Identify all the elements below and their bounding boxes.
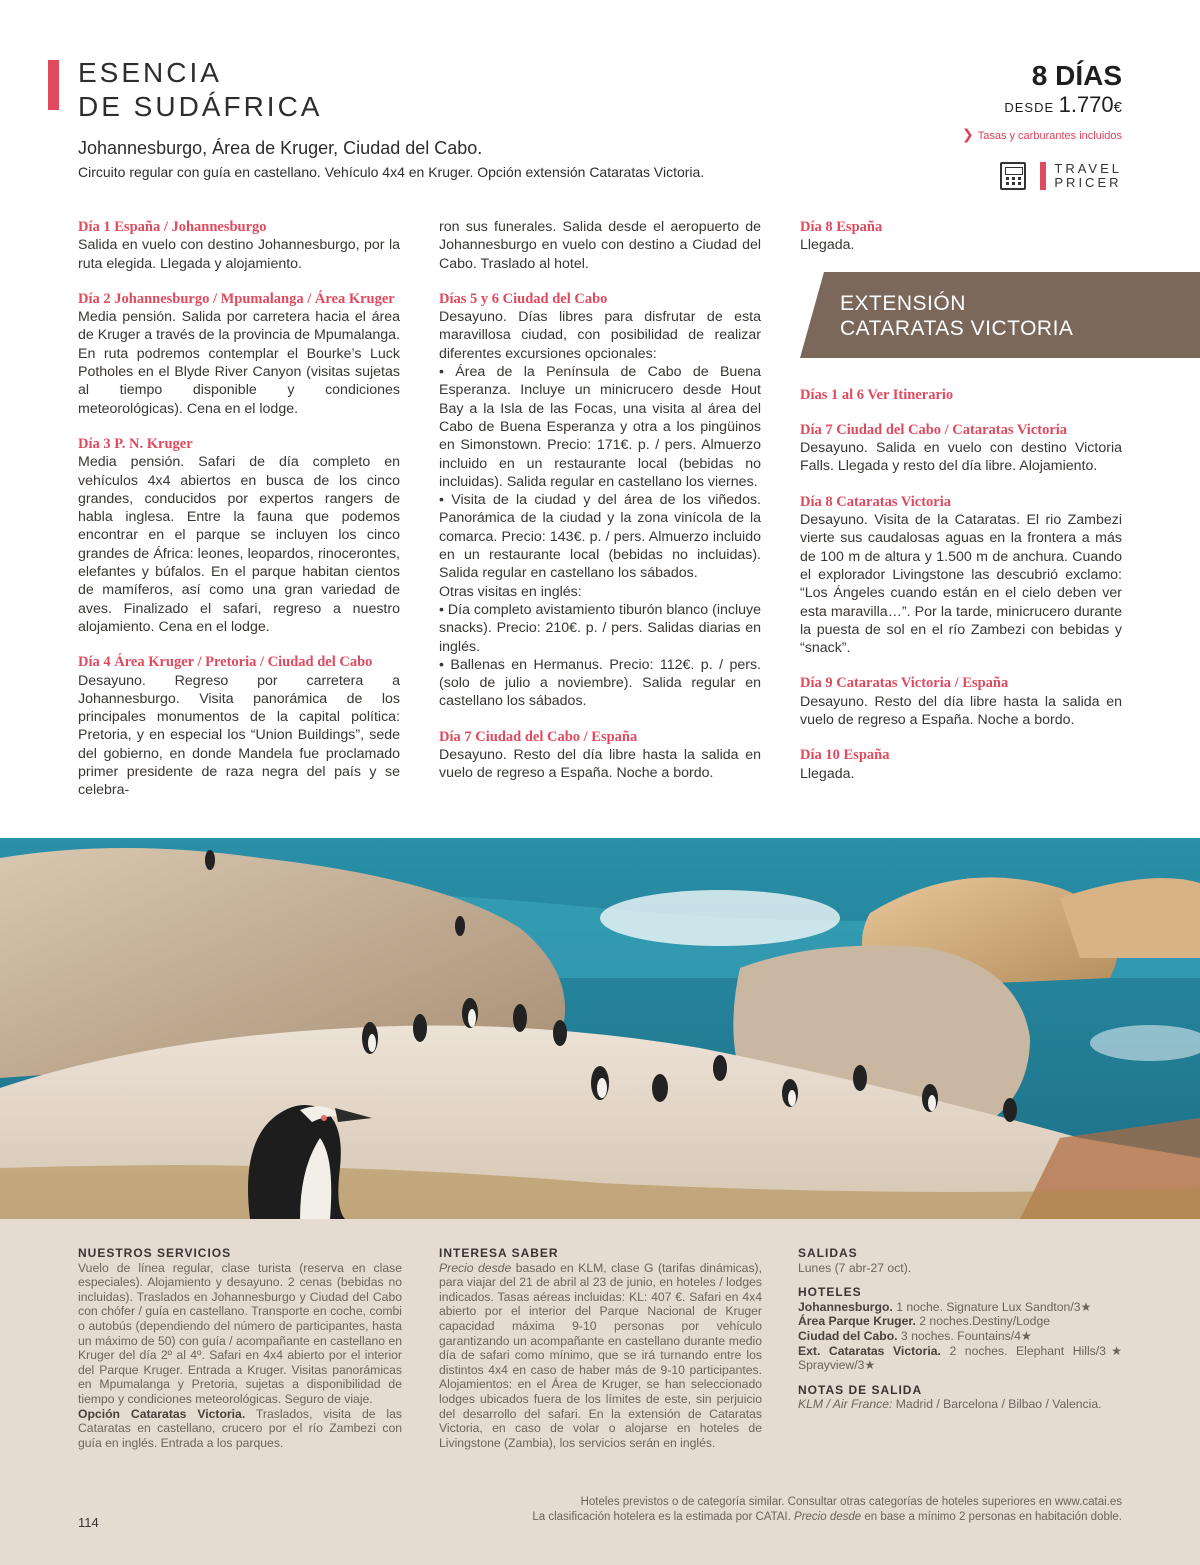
day-title: Día 9 Cataratas Victoria / España (800, 675, 1009, 692)
hotel-detail: 2 noches.Destiny/Lodge (915, 1314, 1051, 1329)
notas-cities: Madrid / Barcelona / Bilbao / Valencia. (892, 1397, 1102, 1412)
day-title: Día 1 España / Johannesburgo (78, 219, 267, 235)
price-block (1004, 92, 1122, 118)
extension-day (800, 421, 1122, 476)
title-line-2: DE SUDÁFRICA (78, 91, 323, 122)
day-text: Salida en vuelo con destino Johannesburgo, por la ruta elegida. Llegada y alojamiento. (78, 237, 400, 272)
hotel-city: Ciudad del Cabo. (798, 1328, 898, 1343)
day-title: Día 7 Ciudad del Cabo / Cataratas Victoria (800, 421, 1068, 438)
day-text: Llegada. (800, 237, 855, 254)
hotel-item (798, 1344, 1122, 1373)
hotel-item (798, 1314, 1122, 1329)
day-text: Media pensión. Safari de día completo en vehículos 4x4 abiertos en busca de los cinco grandes, conducidos por expertos rangers de habla inglesa. Entre la fauna que podemos encontrar en el parque se incluyen los cinco grandes de África: leones, leopardos, rinocerontes, elefantes y búfalos. En el parque habitan cientos de mamíferos, así como una gran variedad de aves. Finalizado el safari, regreso a nuestro alojamiento. Cena en el lodge. (78, 454, 400, 635)
day-text: Desayuno. Salida en vuelo con destino Victoria Falls. Llegada y resto del día libre. Alojamiento. (800, 440, 1122, 475)
duration-days: 8 DÍAS (1031, 60, 1122, 91)
footnote-part-a: La clasificación hotelera es la estimada por CATAI. (532, 1510, 795, 1523)
notas-text (798, 1397, 1122, 1412)
day-text: Desayuno. Resto del día libre hasta la salida en vuelo de regreso a España. Noche a bordo. (439, 747, 761, 782)
travel-pricer-logo[interactable] (1000, 162, 1122, 190)
penguins-illustration (0, 838, 1200, 1219)
excursion-subheading: Otras visitas en inglés: (439, 583, 582, 600)
footer-info (0, 1219, 1200, 1565)
services-column (78, 1246, 402, 1450)
extension-day (800, 493, 1122, 658)
day-text: Media pensión. Salida por carretera hacia el área de Kruger a través de la provincia de Mpumalanga. En ruta podremos contemplar el Bourke’s Luck Potholes en el Blyde River Canyon (visitas sujetas al tiempo disponible y condiciones meteorológicas). Cena en el lodge. (78, 309, 400, 417)
hotel-detail: 3 noches. Fountains/4★ (897, 1328, 1032, 1343)
victoria-option-label: Opción Cataratas Victoria. (78, 1406, 246, 1421)
footnote-line-2 (532, 1510, 1122, 1525)
day-text-part-1: Desayuno. Regreso por carretera a Johannesburgo. Visita panorámica de los principales monumentos de la capital política: Pretoria, y en especial los “Union Buildings”, sede del gobierno, en donde Mandela fue proclamado primer presidente de raza negra del país y se celebra- (78, 672, 400, 799)
hotel-city: Área Parque Kruger. (798, 1314, 916, 1329)
tour-description: Circuito regular con guía en castellano. Vehículo 4x4 en Kruger. Opción extensión Cataratas Victoria. (78, 164, 705, 180)
title-line-1: ESENCIA (78, 57, 222, 88)
day-title: Día 10 España (800, 747, 890, 764)
price-from-label: DESDE (1004, 100, 1055, 115)
services-text: Vuelo de línea regular, clase turista (reserva en clase especiales). Alojamiento y desayuno. 2 cenas (bebidas no incluidas). Traslados en Johannesburgo y Ciudad del Cabo con chófer / guía en castellano. Transporte en coche, combi o autobús (dependiendo del número de participantes, hasta un máximo de 50) con guía / acompañante en castellano en Kruger del día 2º al 4º. Safari en 4x4 abierto por el interior del Parque Kruger. Entrada a Kruger. Visitas panorámicas en Mpumalanga y Pretoria, sujetas a disponibilidad de tiempo y condiciones meteorológicas. Seguro de viaje. (78, 1260, 402, 1406)
hotel-item (798, 1300, 1122, 1315)
excursion-bullet: • Visita de la ciudad y del área de los viñedos. Panorámica de la ciudad y la zona vinícola de la comarca. Precio: 143€. p. / pers. Almuerzo incluido en un restaurante local (bebidas no incluidas). Salida regular en castellano los sábados. (439, 492, 761, 582)
extension-day (800, 386, 1122, 404)
day-title: Días 1 al 6 Ver Itinerario (800, 386, 954, 403)
calculator-icon (1000, 162, 1026, 190)
pricer-accent-bar (1040, 162, 1046, 190)
pricer-label (1054, 162, 1122, 190)
day-title: Días 5 y 6 Ciudad del Cabo (439, 290, 608, 307)
day-title: Día 3 P. N. Kruger (78, 435, 193, 452)
salidas-block (798, 1246, 1122, 1275)
extension-day (800, 674, 1122, 729)
interesa-body: basado en KLM, clase G (tarifas dinámicas), para viajar del 21 de abril al 23 de junio, en hoteles / lodges indicados. Tasas aéreas incluidas: KL: 407 €. Safari en 4x4 abierto por el interior del Parque Nacional de Kruger capacidad máxima 9-10 personas por vehículo garantizando un acompañante en castellano durante medio día de safari como mínimo, que se irá turnando entre los distintos 4x4 en caso de haber más de 9-10 participantes. Alojamientos: en el Área de Kruger, se han seleccionado lodges ubicados fuera de los límites de este, sin perjuicio del desarrollo del safari. En la extensión de Cataratas Victoria, en caso de volar o alojarse en hoteles de Livingstone (Zambia), los servicios serán en inglés. (439, 1260, 763, 1450)
hotel-item (798, 1329, 1122, 1344)
itinerary-day (78, 218, 400, 273)
notas-block (798, 1383, 1122, 1412)
day-title: Día 8 España (800, 219, 883, 235)
day-text: Llegada. (800, 765, 855, 782)
route-subtitle: Johannesburgo, Área de Kruger, Ciudad del Cabo. (78, 138, 483, 158)
extension-title-line-2: CATARATAS VICTORIA (840, 316, 1074, 340)
pricer-line-2: PRICER (1054, 175, 1122, 190)
day-text: Desayuno. Visita de la Cataratas. El rio Zambezi vierte sus caudalosas aguas en la frontera a más de 100 m de altura y 1.500 m de anchura. Cuando el explorador Livingstone las descubrió exclamo: “Los Ángeles cuando están en el cielo deben ver esta maravilla…”. Por la tarde, minicrucero durante la puesta de sol en el río Zambezi con bebidas y “snack”. (800, 512, 1122, 657)
day-title: Día 2 Johannesburgo / Mpumalanga / Área Kruger (78, 290, 395, 307)
hotel-city: Johannesburgo. (798, 1299, 893, 1314)
services-heading: NUESTROS SERVICIOS (78, 1246, 232, 1260)
chevron-right-icon: ❯ (961, 126, 974, 142)
interesa-lead: Precio desde (439, 1260, 512, 1275)
title-accent-bar (48, 60, 59, 110)
salidas-heading: SALIDAS (798, 1246, 858, 1260)
victoria-option (78, 1407, 402, 1451)
excursion-bullet: • Área de la Península de Cabo de Buena Esperanza. Incluye un minicrucero desde Hout Bay a la Isla de las Focas, una visita al área del Cabo de Buena Esperanza y otra a los pingüinos en Simonstown. Precio: 171€. p. / pers. Almuerzo incluido en un restaurante local (bebidas no incluidas). Salida regular en castellano los viernes. (439, 364, 761, 490)
hotels-heading: HOTELES (798, 1285, 862, 1300)
itinerary-day-continued (439, 218, 761, 273)
itinerary-day (78, 290, 400, 418)
footnote-part-b: Precio desde (794, 1510, 862, 1523)
day-text-part-2: ron sus funerales. Salida desde el aeropuerto de Johannesburgo en vuelo con destino a Ciudad del Cabo. Traslado al hotel. (439, 219, 761, 272)
notas-airline: KLM / Air France: (798, 1397, 893, 1412)
footnote-part-c: en base a mínimo 2 personas en habitación doble. (861, 1510, 1122, 1523)
interesa-text (439, 1261, 762, 1451)
page-title (78, 56, 322, 124)
day-title: Día 4 Área Kruger / Pretoria / Ciudad del Cabo (78, 654, 373, 671)
hotel-city: Ext. Cataratas Victoria. (798, 1343, 941, 1358)
extension-banner (800, 272, 1200, 358)
extension-day (800, 746, 1122, 783)
salidas-text: Lunes (7 abr-27 oct). (798, 1260, 912, 1275)
price-currency: € (1113, 99, 1122, 116)
itinerary-day (439, 290, 761, 711)
day-text: Desayuno. Días libres para disfrutar de esta maravillosa ciudad, con posibilidad de realizar diferentes excursiones opcionales: (439, 309, 761, 362)
taxes-included-link[interactable] (962, 126, 1122, 143)
footnote-line-1: Hoteles previstos o de categoría similar. Consultar otras categorías de hoteles superiores en www.catai.es (580, 1496, 1122, 1508)
interesa-column (439, 1246, 762, 1450)
day-text: Desayuno. Resto del día libre hasta la salida en vuelo de regreso a España. Noche a bordo. (800, 693, 1122, 729)
itinerary-column-1 (78, 218, 400, 817)
victoria-option-text: Traslados, visita de las Cataratas en castellano, crucero por el río Zambezi con guía en inglés. Entrada a los parques. (78, 1406, 403, 1450)
footnotes (532, 1495, 1122, 1524)
itinerary-column-3 (800, 218, 1122, 800)
itinerary-day (78, 653, 400, 799)
extension-title (840, 291, 1073, 341)
day-title: Día 7 Ciudad del Cabo / España (439, 728, 638, 745)
penguins-beach-photo (0, 838, 1200, 1219)
excursion-bullet: • Día completo avistamiento tiburón blanco (incluye snacks). Precio: 210€. p. / pers. Salidas diarias en inglés. (439, 601, 761, 655)
itinerary-day (78, 435, 400, 636)
pricer-line-1: TRAVEL (1054, 161, 1122, 176)
itinerary-day (439, 728, 761, 783)
page-number: 114 (78, 1515, 99, 1530)
hotel-detail: 1 noche. Signature Lux Sandton/3★ (892, 1299, 1092, 1314)
hotel-detail: 2 noches. Elephant Hills/3★ Sprayview/3★ (798, 1343, 1123, 1373)
itinerary-column-2 (439, 218, 761, 800)
excursion-bullet: • Ballenas en Hermanus. Precio: 112€. p. / pers. (solo de julio a noviembre). Salida regular en castellano los sábados. (439, 656, 761, 710)
salidas-column (798, 1246, 1122, 1422)
extension-title-line-1: EXTENSIÓN (840, 291, 966, 315)
day-title: Día 8 Cataratas Victoria (800, 493, 952, 510)
notas-heading: NOTAS DE SALIDA (798, 1382, 923, 1397)
taxes-included-text: Tasas y carburantes incluidos (977, 130, 1122, 142)
itinerary-day (800, 218, 1122, 255)
price-amount: 1.770 (1058, 92, 1114, 117)
hotels-block (798, 1285, 1122, 1373)
interesa-heading: INTERESA SABER (439, 1246, 559, 1260)
